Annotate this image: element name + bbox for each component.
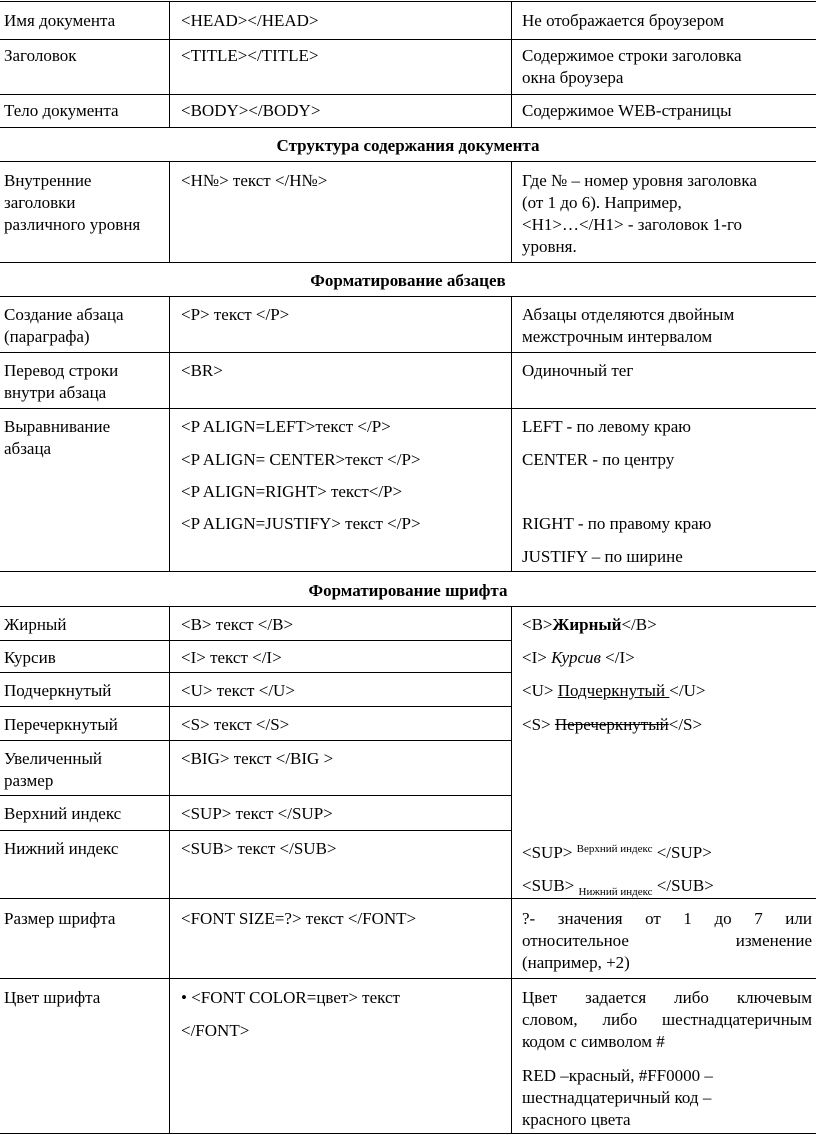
section-heading-paragraphs: Форматирование абзацев — [310, 271, 506, 290]
cell-desc-head: Не отображается броузером — [522, 11, 725, 30]
cell-desc-color-5: шестнадцатеричный код – — [522, 1088, 712, 1107]
example-strike-close: </S> — [668, 715, 703, 734]
desc-size-word: ?- — [522, 909, 536, 928]
cell-tag-bold: <B> текст </B> — [181, 615, 294, 634]
cell-desc-size-1 — [522, 908, 812, 930]
rule-font-6 — [0, 830, 511, 831]
cell-tag-color-2: </FONT> — [181, 1021, 250, 1040]
col-divider-a-1 — [169, 1, 170, 127]
col-divider-b-1 — [511, 1, 512, 127]
example-italic-close: </I> — [600, 648, 635, 667]
cell-tag-br: <BR> — [181, 361, 223, 380]
rule-row-3 — [0, 127, 816, 128]
cell-tag-align-center: <P ALIGN= CENTER>текст </P> — [181, 450, 421, 469]
cell-name-underline: Подчеркнутый — [4, 681, 112, 700]
cell-desc-color-6: красного цвета — [522, 1110, 631, 1129]
example-sub-close: </SUB> — [652, 876, 714, 895]
cell-desc-br: Одиночный тег — [522, 361, 634, 380]
cell-desc-color-4: RED –красный, #FF0000 – — [522, 1066, 713, 1085]
rule-row-4 — [0, 262, 816, 263]
cell-tag-size: <FONT SIZE=?> текст </FONT> — [181, 909, 417, 928]
cell-name-align-1: Выравнивание — [4, 417, 111, 436]
section-heading-font: Форматирование шрифта — [308, 581, 508, 600]
cell-desc-align-right: RIGHT - по правому краю — [522, 514, 712, 533]
rule-row-7 — [0, 571, 816, 572]
cell-name-hn-3: различного уровня — [4, 215, 141, 234]
cell-tag-head: <HEAD></HEAD> — [181, 11, 319, 30]
cell-tag-p: <P> текст </P> — [181, 305, 290, 324]
example-italic-open: <I> — [522, 648, 552, 667]
cell-desc-p-2: межстрочным интервалом — [522, 327, 713, 346]
desc-size-word: значения — [557, 909, 623, 928]
example-sub-open: <SUB> — [522, 876, 579, 895]
desc-color-word: словом, — [522, 1010, 578, 1029]
example-sup-text: Верхний индекс — [576, 843, 653, 855]
cell-desc-size-2 — [522, 930, 812, 952]
cell-tag-color-text: <FONT COLOR=цвет> текст — [186, 988, 400, 1007]
col-divider-b-3 — [511, 296, 512, 571]
rule-row-9 — [0, 978, 816, 979]
cell-tag-underline: <U> текст </U> — [181, 681, 295, 700]
cell-desc-hn-1: Где № – номер уровня заголовка — [522, 171, 757, 190]
example-bold — [522, 614, 657, 636]
example-underline-open: <U> — [522, 681, 558, 700]
example-italic — [522, 647, 635, 669]
cell-tag-hn: <H№> текст </H№> — [181, 171, 328, 190]
cell-name-sup: Верхний индекс — [4, 804, 122, 823]
cell-desc-hn-3: <H1>…</H1> - заголовок 1-го — [522, 215, 742, 234]
cell-name-title: Заголовок — [4, 46, 77, 65]
desc-size-word: от — [645, 909, 661, 928]
cell-desc-color-1 — [522, 987, 812, 1009]
cell-name-p-1: Создание абзаца — [4, 305, 124, 324]
desc-size-word: или — [785, 909, 812, 928]
example-bold-text: Жирный — [552, 615, 622, 634]
cell-name-br-1: Перевод строки — [4, 361, 119, 380]
cell-desc-hn-4: уровня. — [522, 237, 577, 256]
rule-row-1 — [0, 39, 816, 40]
col-divider-a-2 — [169, 161, 170, 262]
cell-name-align-2: абзаца — [4, 439, 52, 458]
rule-font-4 — [0, 740, 511, 741]
cell-desc-p-1: Абзацы отделяются двойным — [522, 305, 735, 324]
rule-top — [0, 1, 816, 2]
cell-tag-align-justify: <P ALIGN=JUSTIFY> текст </P> — [181, 514, 421, 533]
example-strike-text: Перечеркнутый — [554, 715, 669, 734]
example-underline-text: Подчеркнутый — [557, 681, 670, 700]
cell-tag-sup: <SUP> текст </SUP> — [181, 804, 333, 823]
col-divider-b-4 — [511, 606, 512, 1133]
cell-name-hn-2: заголовки — [4, 193, 76, 212]
col-divider-a-4 — [169, 606, 170, 1133]
cell-name-head: Имя документа — [4, 11, 116, 30]
cell-desc-color-2 — [522, 1009, 812, 1031]
cell-name-color: Цвет шрифта — [4, 988, 101, 1007]
rule-row-5 — [0, 352, 816, 353]
example-strike — [522, 714, 702, 736]
rule-bottom — [0, 1133, 816, 1134]
col-divider-a-3 — [169, 296, 170, 571]
rule-font-3 — [0, 706, 511, 707]
cell-tag-align-right: <P ALIGN=RIGHT> текст</P> — [181, 482, 403, 501]
desc-size-word: до — [714, 909, 732, 928]
cell-tag-sub: <SUB> текст </SUB> — [181, 839, 337, 858]
rule-font-2 — [0, 672, 511, 673]
example-underline-close: </U> — [669, 681, 706, 700]
section-heading-structure: Структура содержания документа — [276, 136, 540, 155]
desc-color-word: задается — [585, 988, 647, 1007]
example-underline — [522, 680, 705, 702]
cell-name-big-1: Увеличенный — [4, 749, 102, 768]
desc-color-word: Цвет — [522, 988, 558, 1007]
cell-name-hn-1: Внутренние — [4, 171, 92, 190]
cell-name-big-2: размер — [4, 771, 54, 790]
cell-desc-color-3: кодом с символом # — [522, 1032, 665, 1051]
rule-sec-3 — [0, 606, 816, 607]
desc-color-word: шестнадцатеричным — [662, 1010, 812, 1029]
rule-sec-1 — [0, 161, 816, 162]
cell-tag-big: <BIG> текст </BIG > — [181, 749, 334, 768]
cell-tag-strike: <S> текст </S> — [181, 715, 290, 734]
bullet-icon: • — [181, 988, 187, 1007]
cell-tag-body: <BODY></BODY> — [181, 101, 321, 120]
cell-name-size: Размер шрифта — [4, 909, 116, 928]
col-divider-b-2 — [511, 161, 512, 262]
desc-size-word: 1 — [683, 909, 692, 928]
rule-row-2 — [0, 94, 816, 95]
rule-sec-2 — [0, 296, 816, 297]
desc-color-word: либо — [674, 988, 709, 1007]
cell-name-p-2: (параграфа) — [4, 327, 90, 346]
rule-row-6 — [0, 408, 816, 409]
example-sup-open: <SUP> — [522, 843, 577, 862]
cell-tag-italic: <I> текст </I> — [181, 648, 282, 667]
cell-name-br-2: внутри абзаца — [4, 383, 107, 402]
cell-tag-align-left: <P ALIGN=LEFT>текст </P> — [181, 417, 391, 436]
desc-size-word: относительное — [522, 931, 629, 950]
desc-size-word: 7 — [754, 909, 763, 928]
cell-desc-body: Содержимое WEB-страницы — [522, 101, 732, 120]
rule-font-5 — [0, 795, 511, 796]
cell-desc-title-1: Содержимое строки заголовка — [522, 46, 742, 65]
cell-desc-align-justify: JUSTIFY – по ширине — [522, 547, 683, 566]
cell-name-italic: Курсив — [4, 648, 56, 667]
desc-color-word: ключевым — [736, 988, 812, 1007]
cell-desc-size-3: (например, +2) — [522, 953, 630, 972]
desc-size-word: изменение — [735, 931, 812, 950]
example-bold-open: <B> — [522, 615, 553, 634]
example-italic-text: Курсив — [551, 648, 601, 667]
example-sub — [522, 875, 714, 897]
rule-font-1 — [0, 640, 511, 641]
desc-color-word: либо — [602, 1010, 638, 1029]
cell-desc-hn-2: (от 1 до 6). Например, — [522, 193, 682, 212]
cell-desc-title-2: окна броузера — [522, 68, 624, 87]
example-sup-close: </SUP> — [652, 843, 712, 862]
example-sup — [522, 842, 712, 864]
example-bold-close: </B> — [621, 615, 657, 634]
cell-tag-color-1 — [181, 987, 400, 1009]
example-strike-open: <S> — [522, 715, 555, 734]
rule-row-8 — [0, 898, 816, 899]
cell-desc-align-left: LEFT - по левому краю — [522, 417, 691, 436]
cell-tag-title: <TITLE></TITLE> — [181, 46, 319, 65]
example-sub-text: Нижний индекс — [578, 886, 653, 898]
cell-desc-align-center: CENTER - по центру — [522, 450, 675, 469]
cell-name-strike: Перечеркнутый — [4, 715, 118, 734]
cell-name-bold: Жирный — [4, 615, 67, 634]
cell-name-body: Тело документа — [4, 101, 119, 120]
cell-name-sub: Нижний индекс — [4, 839, 119, 858]
